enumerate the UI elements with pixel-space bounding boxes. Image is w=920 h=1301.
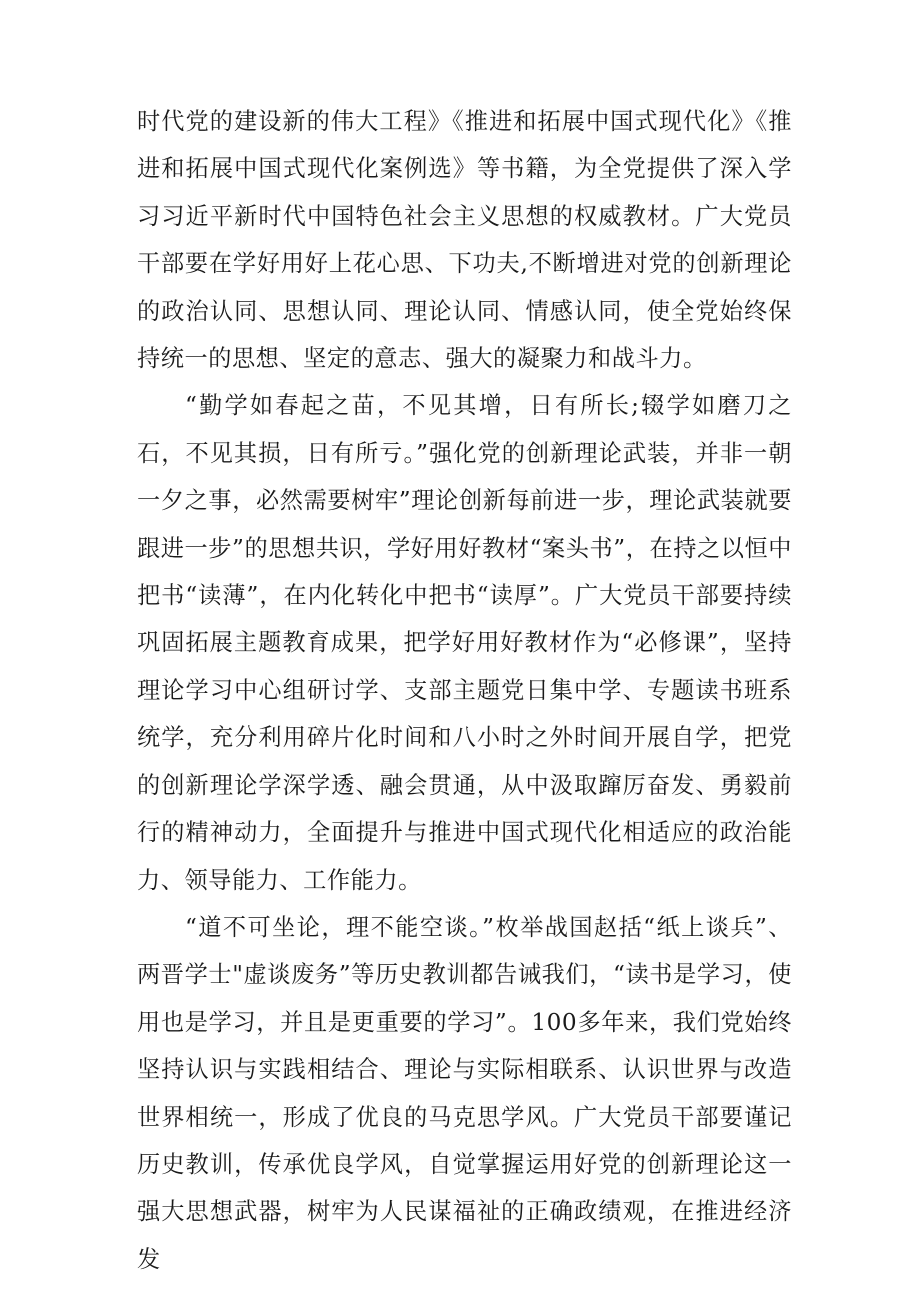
paragraph-practice: “道不可坐论，理不能空谈。”枚举战国赵括“纸上谈兵”、两晋学士"虚谈废务”等历史教训都告诫我们，“读书是学习，使用也是学习，并且是更重要的学习”。100多年来，我们党始终坚持认识与实践相结合、理论与实际相联系、认识世界与改造世界相统一，形成了优良的马克思学风。广大党员干部要谨记历史教训，传承优良学风，自觉掌握运用好党的创新理论这一强大思想武器，树牢为人民谋福祉的正确政绩观，在推进经济发 bbox=[137, 913, 792, 1273]
paragraph-diligent-study: “勤学如春起之苗，不见其增，日有所长;辍学如磨刀之石，不见其损，日有所亏。”强化党的创新理论武装，并非一朝一夕之事，必然需要树牢”理论创新每前进一步，理论武装就要跟进一步”的思想共识，学好用好教材“案头书”，在持之以恒中把书“读薄”，在内化转化中把书“读厚”。广大党员干部要持续巩固拓展主题教育成果，把学好用好教材作为“必修课”，坚持理论学习中心组研讨学、支部主题党日集中学、专题读书班系统学，充分利用碎片化时间和八小时之外时间开展自学，把党的创新理论学深学透、融会贯通，从中汲取蹿厉奋发、勇毅前行的精神动力，全面提升与推进中国式现代化相适应的政治能力、领导能力、工作能力。 bbox=[137, 392, 792, 894]
paragraph-continuation: 时代党的建设新的伟大工程》《推进和拓展中国式现代化》《推进和拓展中国式现代化案例选》等书籍，为全党提供了深入学习习近平新时代中国特色社会主义思想的权威教材。广大党员干部要在学好用好上花心思、下功夫,不断增进对党的创新理论的政治认同、思想认同、理论认同、情感认同，使全党始终保持统一的思想、坚定的意志、强大的凝聚力和战斗力。 bbox=[137, 108, 792, 373]
document-body bbox=[137, 98, 792, 1283]
